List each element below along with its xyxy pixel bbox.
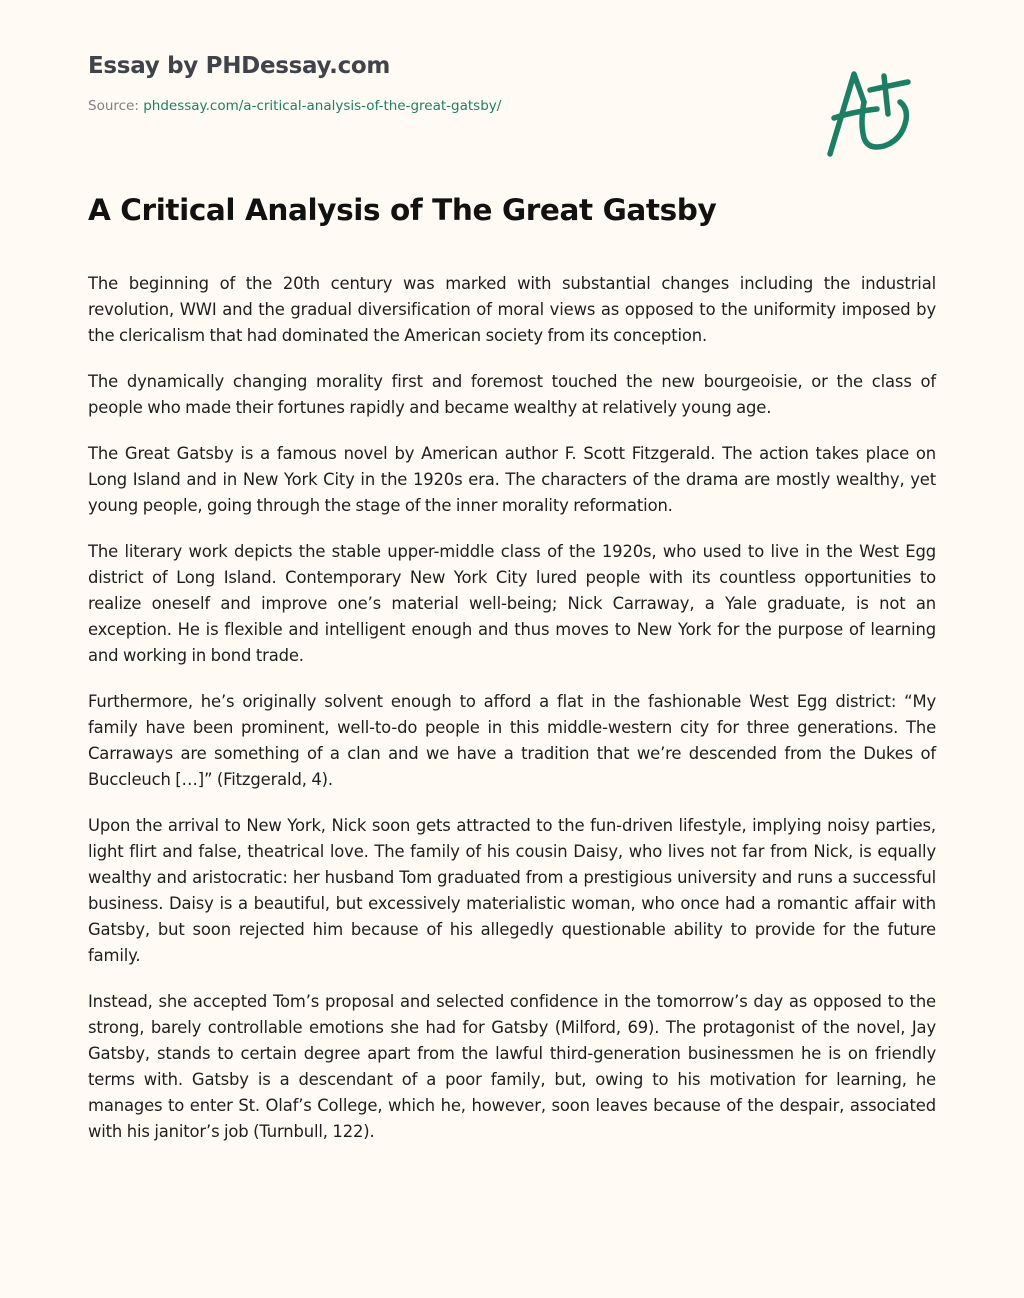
page-header xyxy=(88,52,501,115)
source-link[interactable]: phdessay.com/a-critical-analysis-of-the-great-gatsby/ xyxy=(143,98,502,114)
paragraph: The dynamically changing morality first and foremost touched the new bourgeoisie, or the class of people who made their fortunes rapidly and became wealthy at relatively young age. xyxy=(88,372,936,417)
paragraph: Upon the arrival to New York, Nick soon gets attracted to the fun-driven lifestyle, implying noisy parties, light flirt and false, theatrical love. The family of his cousin Daisy, who lives not far from Nick, is equally wealthy and aristocratic: her husband Tom graduated from a prestigious university and runs a successful business. Daisy is a beautiful, but excessively materialistic woman, who once had a romantic affair with Gatsby, but soon rejected him because of his allegedly questionable ability to provide for the future family. xyxy=(88,816,936,965)
source-line xyxy=(88,97,501,115)
paragraph: Instead, she accepted Tom’s proposal and selected confidence in the tomorrow’s day as opposed to the strong, barely controllable emotions she had for Gatsby (Milford, 69). The protagonist of the novel, Jay Gatsby, stands to certain degree apart from the lawful third-generation businessmen he is on friendly terms with. Gatsby is a descendant of a poor family, but, owing to his motivation for learning, he manages to enter St. Olaf’s College, which he, however, soon leaves because of the despair, associated with his janitor’s job (Turnbull, 122). xyxy=(88,992,936,1141)
paragraph: Furthermore, he’s originally solvent enough to afford a flat in the fashionable West Egg district: “My family have been prominent, well-to-do people in this middle-western city for three generations. The Carraways are something of a clan and we have a tradition that we’re descended from the Dukes of Buccleuch […]” (Fitzgerald, 4). xyxy=(88,692,936,789)
article-title: A Critical Analysis of The Great Gatsby xyxy=(88,193,717,227)
a-plus-grade-icon xyxy=(822,62,932,162)
paragraph: The Great Gatsby is a famous novel by American author F. Scott Fitzgerald. The action takes place on Long Island and in New York City in the 1920s era. The characters of the drama are mostly wealthy, yet young people, going through the stage of the inner morality reformation. xyxy=(88,444,936,515)
paragraph: The beginning of the 20th century was marked with substantial changes including the industrial revolution, WWI and the gradual diversification of moral views as opposed to the uniformity imposed by the clericalism that had dominated the American society from its conception. xyxy=(88,274,936,345)
brand-title: Essay by PHDessay.com xyxy=(88,53,391,79)
paragraph: The literary work depicts the stable upper-middle class of the 1920s, who used to live in the West Egg district of Long Island. Contemporary New York City lured people with its countless opportunities to realize oneself and improve one’s material well-being; Nick Carraway, a Yale graduate, is not an exception. He is flexible and intelligent enough and thus moves to New York for the purpose of learning and working in bond trade. xyxy=(88,542,936,665)
article-body xyxy=(88,271,936,1165)
source-label: Source: xyxy=(88,98,144,114)
